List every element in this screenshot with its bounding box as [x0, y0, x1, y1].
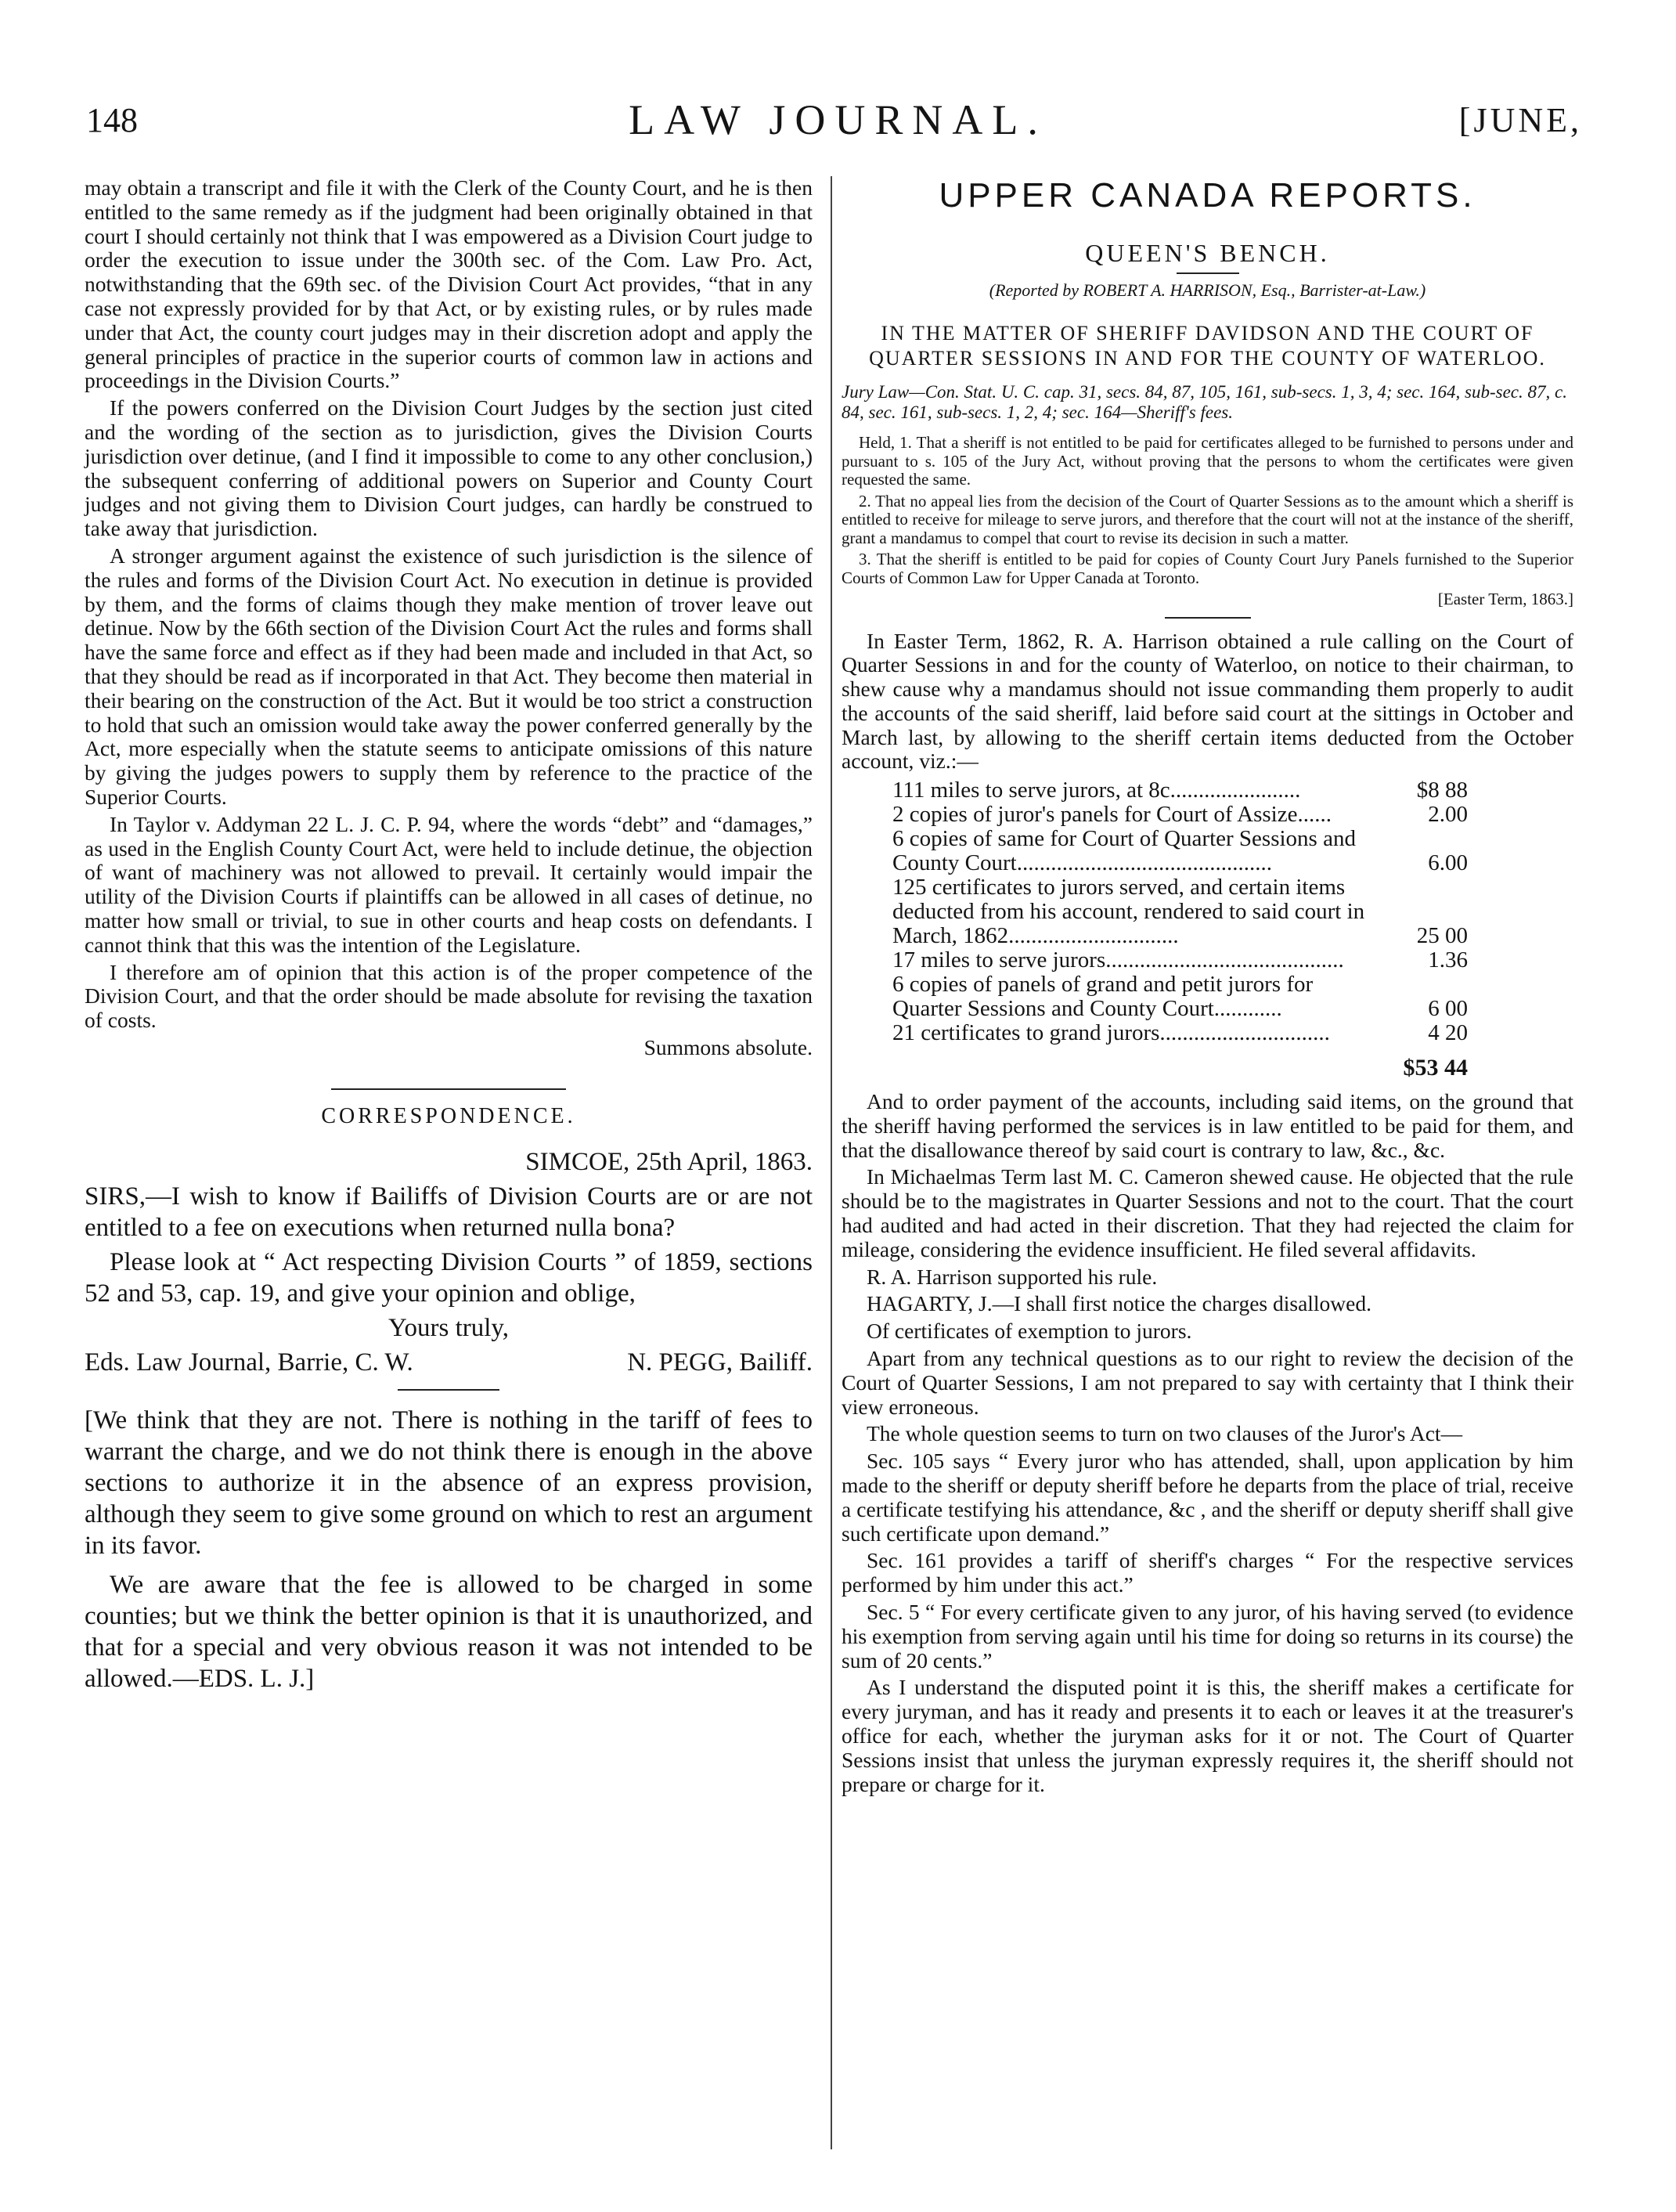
account-item-desc: 17 miles to serve jurors.......................................... [892, 947, 1344, 973]
paragraph: Sec. 5 “ For every certificate given to any juror, of his having served (to evidence his exemption from serving again until his time for doing so returns in its course) the sum of 20 cents.” [842, 1600, 1573, 1673]
paragraph: And to order payment of the accounts, including said items, on the ground that the sheriff having performed the services is in law entitled to be paid for them, and that the disallowance thereof by said court is contrary to law, &c., &c. [842, 1089, 1573, 1162]
left-column [85, 176, 813, 1698]
paragraph: Of certificates of exemption to jurors. [867, 1319, 1192, 1344]
case-syllabus: Jury Law—Con. Stat. U. C. cap. 31, secs. 84, 87, 105, 161, sub-secs. 1, 3, 4; sec. 164, sub-sec. 87, c. 84, sec. 161, sub-secs. 1, 2, 4; sec. 164—Sheriff's fees. [842, 382, 1567, 422]
account-row [892, 827, 1468, 875]
page-number: 148 [86, 101, 138, 139]
judgment-closing: Summons absolute. [643, 1034, 813, 1059]
account-item-amount: 4 20 [1428, 1020, 1468, 1046]
account-item-desc: 21 certificates to grand jurors.............................. [892, 1020, 1330, 1046]
right-column [842, 176, 1573, 1799]
paragraph: In Taylor v. Addyman 22 L. J. C. P. 94, where the words “debt” and “damages,” as used in the English County Court Act, were held to include detinue, the objection of want of machinery was not allowed to prevail. It certainly would impair the utility of the Division Courts if plaintiffs can be allowed in all cases of detinue, no matter how small or trivial, to sue in other courts and heap costs on defendants. I cannot think that this was the intention of the Legislature. [85, 811, 813, 957]
account-total: $53 44 [1403, 1055, 1468, 1081]
paragraph: Sec. 161 provides a tariff of sheriff's charges “ For the respective services performed by him under this act.” [842, 1548, 1573, 1597]
section-rule [331, 1088, 566, 1090]
account-item-amount: $8 88 [1416, 778, 1468, 803]
account-item-amount: 25 00 [1416, 923, 1468, 949]
account-item-desc: 6 copies of panels of grand and petit jurors for Quarter Sessions and County Court............ [892, 972, 1314, 1022]
case-rule [1165, 617, 1251, 619]
held-item: 3. That the sheriff is entitled to be paid for copies of County Court Jury Panels furnished to the Superior Courts of Common Law for Upper Canada at Toronto. [842, 550, 1573, 587]
account-item-amount: 2.00 [1428, 802, 1468, 828]
account-item-desc: 6 copies of same for Court of Quarter Sessions and County Court............................................. [892, 826, 1356, 876]
editor-reply: We are aware that the fee is allowed to be charged in some counties; but we think the better opinion is that it is unauthorized, and that for a special and very obvious reason it was not intended to be allowed.—EDS. L. J.] [85, 1570, 813, 1693]
paragraph: In Easter Term, 1862, R. A. Harrison obtained a rule calling on the Court of Quarter Sessions in and for the county of Waterloo, on notice to their chairman, to shew cause why a mandamus should not issue commanding them properly to audit the accounts of the said sheriff, laid before said court at the sittings in October and March last, by allowing to the sheriff certain items deducted from the October account, viz.:— [842, 628, 1573, 774]
account-row [892, 1021, 1468, 1045]
held-notes [842, 434, 1573, 609]
paragraph: HAGARTY, J.—I shall first notice the charges disallowed. [867, 1291, 1372, 1316]
case-text [842, 630, 1573, 1797]
page-header [0, 0, 1676, 172]
letter-signature-line [85, 1347, 813, 1378]
account-row [892, 875, 1468, 948]
letter-paragraph: SIRS,—I wish to know if Bailiffs of Division Courts are or are not entitled to a fee on executions when returned nulla bona? [85, 1182, 813, 1242]
letter-paragraph: Please look at “ Act respecting Division Courts ” of 1859, sections 52 and 53, cap. 19, and give your opinion and oblige, [85, 1247, 813, 1308]
paragraph: Sec. 105 says “ Every juror who has attended, shall, upon application by him made to the sheriff or deputy sheriff before he departs from the place of trial, receive a certificate testifying his attendance, &c , and the sheriff or deputy sheriff shall give such certificate upon demand.” [842, 1449, 1573, 1546]
court-name: QUEEN'S BENCH. [1085, 239, 1330, 267]
paragraph: I therefore am of opinion that this action is of the proper competence of the Division Court, and that the order should be made absolute for revising the taxation of costs. [85, 959, 813, 1033]
account-row [892, 778, 1468, 803]
case-title: IN THE MATTER OF SHERIFF DAVIDSON AND THE COURT OF QUARTER SESSIONS IN AND FOR THE COUNTY OF WATERLOO. [869, 322, 1546, 370]
account-table [892, 778, 1468, 1045]
paragraph: The whole question seems to turn on two clauses of the Juror's Act— [867, 1421, 1463, 1446]
journal-title: LAW JOURNAL. [629, 96, 1047, 143]
correspondence-letter [85, 1146, 813, 1694]
correspondence-heading: CORRESPONDENCE. [321, 1103, 576, 1128]
account-item-amount: 6.00 [1428, 850, 1468, 876]
paragraph: Apart from any technical questions as to our right to review the decision of the Court of Quarter Sessions, I am not prepared to say with certainty that I think their view erroneous. [842, 1346, 1573, 1419]
paragraph: R. A. Harrison supported his rule. [867, 1264, 1158, 1289]
account-item-desc: 2 copies of juror's panels for Court of Assize...... [892, 802, 1332, 828]
held-date: [Easter Term, 1863.] [1437, 590, 1573, 608]
account-item-amount: 6 00 [1428, 996, 1468, 1022]
reports-section-title: UPPER CANADA REPORTS. [939, 176, 1476, 215]
issue-month: [JUNE, [1458, 101, 1582, 139]
paragraph: As I understand the disputed point it is this, the sheriff makes a certificate for every juryman, and has it ready and presents it to each or leaves it at the treasurer's office for each, whether the juryman asks for it or not. The Court of Quarter Sessions insist that unless the juryman expressly requires it, the sheriff should not prepare or charge for it. [842, 1675, 1573, 1796]
account-item-desc: 111 miles to serve jurors, at 8c....................... [892, 778, 1301, 803]
letter-closing: Yours truly, [387, 1313, 510, 1342]
reporter-credit: (Reported by ROBERT A. HARRISON, Esq., Barrister-at-Law.) [989, 280, 1426, 300]
paragraph: In Michaelmas Term last M. C. Cameron shewed cause. He objected that the rule should be to the magistrates in Quarter Sessions and not to the court. That the court had audited and had acted in their discretion. That they had rejected the claim for mileage, considering the evidence insufficient. He filed several affidavits. [842, 1164, 1573, 1261]
column-divider [831, 176, 832, 2149]
paragraph: A stronger argument against the existence of such jurisdiction is the silence of the rules and forms of the Division Court Act. No execution in detinue is provided by them, and the forms of claims though they make mention of trover leave out detinue. Now by the 66th section of the Division Court Act the rules and forms shall have the same force and effect as if they had been made and included in that Act, so that they should be read as if incorporated in that Act. They become then material in their bearing on the construction of the Act. But it would be too strict a construction to hold that such an omission would take away the power conferred generally by the Act, more especially when the statute seems to anticipate omissions of this nature by giving the judges powers to supply them by reference to the practice of the Superior Courts. [85, 543, 813, 809]
letter-addressee: Eds. Law Journal, Barrie, C. W. [85, 1348, 413, 1377]
paragraph: may obtain a transcript and file it with the Clerk of the County Court, and he is then entitled to the same remedy as if the judgment had been originally obtained in that court I should certainly not think that I was empowered as a Division Court judge to order the execution to issue under the 300th sec. of the Com. Law Pro. Act, notwithstanding that the 69th sec. of the Division Court Act provides, “that in any case not expressly provided for by that Act, or by existing rules, or by rules made under that Act, the county court judges may in their discretion adopt and apply the general principles of practice in the superior courts of common law in actions and proceedings in the Division Courts.” [85, 175, 813, 393]
judgment-text [85, 176, 813, 1060]
reply-rule [398, 1389, 499, 1391]
account-row [892, 948, 1468, 972]
letter-dateline: SIMCOE, 25th April, 1863. [525, 1147, 813, 1176]
account-item-amount: 1.36 [1428, 947, 1468, 973]
court-rule [1177, 272, 1239, 274]
paragraph: If the powers conferred on the Division Court Judges by the section just cited and the wording of the section as to jurisdiction, gives the Division Courts jurisdiction over detinue, (and I find it impossible to come to any other conclusion,) the subsequent conferring of additional powers on Superior and County Court judges and not giving them to Division Court judges, can hardly be construed to take away that jurisdiction. [85, 395, 813, 541]
letter-signature: N. PEGG, Bailiff. [627, 1348, 813, 1377]
held-item: Held, 1. That a sheriff is not entitled to be paid for certificates alleged to be furnished to persons under and pursuant to s. 105 of the Jury Act, without proving that the persons to whom the certificates were given requested the same. [842, 433, 1573, 489]
editor-reply: [We think that they are not. There is nothing in the tariff of fees to warrant the charge, and we do not think there is enough in the above sections to authorize it in the absence of an express provision, although they seem to give some ground on which to rest an argument in its favor. [85, 1406, 813, 1560]
account-row [892, 972, 1468, 1021]
held-item: 2. That no appeal lies from the decision of the Court of Quarter Sessions as to the amount which a sheriff is entitled to receive for mileage to serve jurors, and therefore that the court will not at the instance of the sheriff, grant a mandamus to compel that court to revise its decision in such a matter. [842, 491, 1573, 547]
account-item-desc: 125 certificates to jurors served, and certain items deducted from his account, rendered to said court in March, 1862.............................. [892, 875, 1365, 949]
account-row [892, 803, 1468, 827]
